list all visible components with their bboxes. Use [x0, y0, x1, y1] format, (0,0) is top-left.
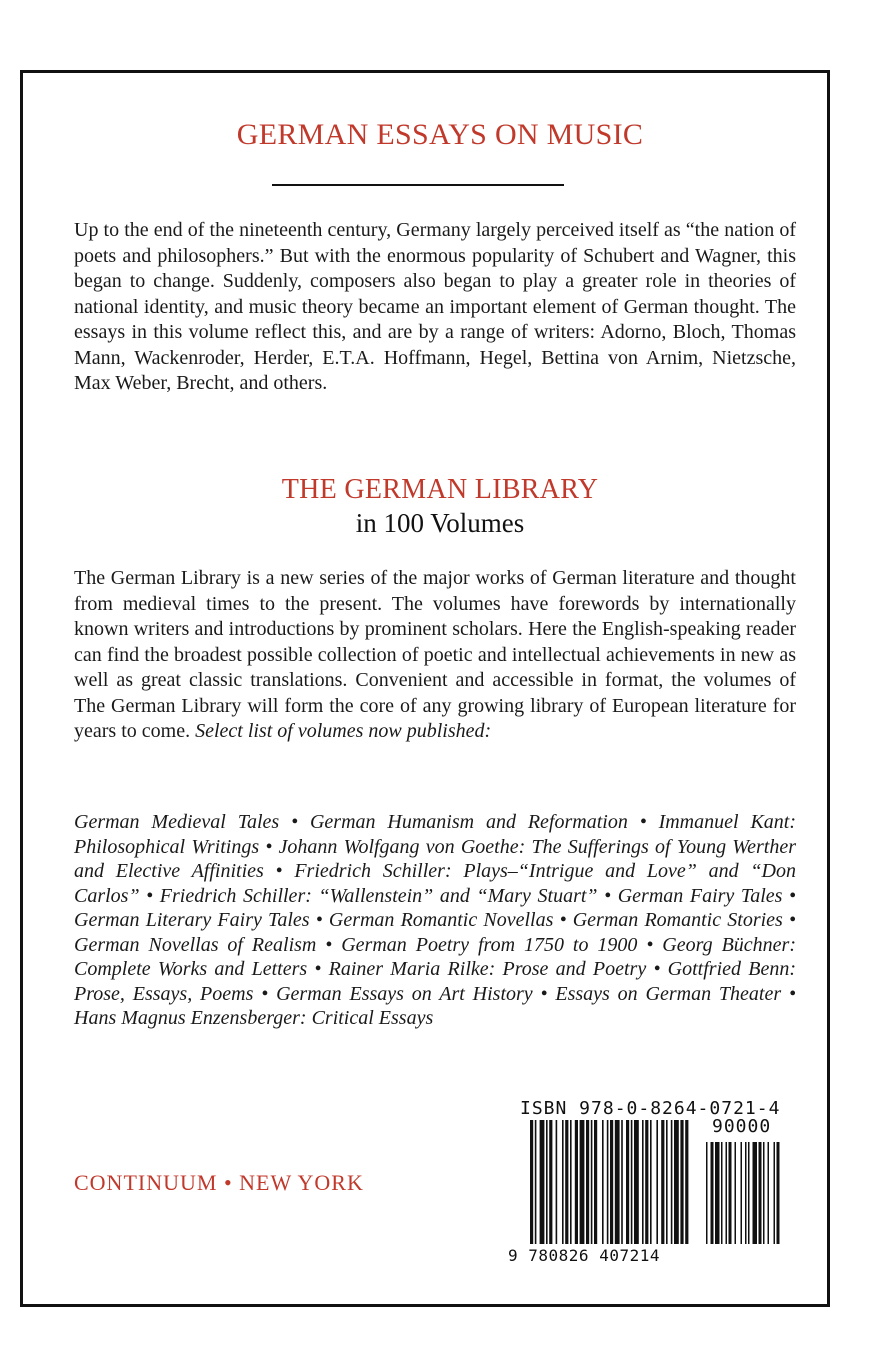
addon-bar [711, 1142, 714, 1244]
barcode-bar [650, 1120, 652, 1244]
addon-bar [721, 1142, 723, 1244]
barcode-bar [602, 1120, 604, 1244]
addon-bar [729, 1142, 732, 1244]
barcode-bar [645, 1120, 648, 1244]
barcode-bar [656, 1120, 658, 1244]
addon-bar [774, 1142, 776, 1244]
barcode-bar [575, 1120, 578, 1244]
barcode-bar [631, 1120, 633, 1244]
barcode-bar [556, 1120, 558, 1244]
book-description: Up to the end of the nineteenth century, Germany largely perceived itself as “the nation of poets and philosophers.” But with the enormous popularity of Schubert and Wagner, this began to change. Suddenly, composers also began to play a greater role in theories of national identity, and music theory became an important element of German thought. The essays in this volume reflect this, and are by a range of writers: Adorno, Bloch, Thomas Mann, Wackenroder, Herder, E.T.A. Hoffmann, Hegel, Bettina von Arnim, Nietzsche, Max Weber, Brecht, and others. [74, 219, 796, 394]
barcode-bar [674, 1120, 679, 1244]
barcode-bar [621, 1120, 623, 1244]
barcode-bar [540, 1120, 545, 1244]
barcode-bar [671, 1120, 673, 1244]
series-description-text: The German Library is a new series of the major works of German literature and thought from medieval times to the present. The volumes have forewords by internationally known writers and introductions by prominent scholars. Here the English-speaking reader can find the broadest possible collection of poetic and intellectual achievements in new as well as great classic translations. Convenient and accessible in format, the volumes of The German Library will form the core of any growing library of European literature for years to come. [74, 567, 796, 742]
barcode-bar [594, 1120, 597, 1244]
price-addon-label: 90000 [712, 1116, 772, 1137]
ean-digits: 9 780826 407214 [508, 1246, 660, 1265]
barcode-icon [508, 1120, 800, 1246]
series-description [74, 566, 796, 745]
addon-bar [741, 1142, 743, 1244]
isbn-label: ISBN 978-0-8264-0721-4 [520, 1098, 781, 1119]
barcode-bar [634, 1120, 639, 1244]
barcode-bar [549, 1120, 552, 1244]
addon-bar [763, 1142, 765, 1244]
title-divider [272, 184, 564, 186]
barcode-bar [591, 1120, 593, 1244]
addon-bar [748, 1142, 750, 1244]
barcode-bar [570, 1120, 572, 1244]
book-title: GERMAN ESSAYS ON MUSIC [236, 118, 644, 151]
addon-bar [753, 1142, 758, 1244]
barcode-bar [661, 1120, 664, 1244]
barcode-bar [565, 1120, 568, 1244]
series-title: THE GERMAN LIBRARY [281, 474, 599, 505]
barcode-bar [666, 1120, 668, 1244]
barcode-block [508, 1098, 800, 1270]
addon-bar [726, 1142, 728, 1244]
barcode-bar [586, 1120, 589, 1244]
series-subtitle: in 100 Volumes [355, 508, 525, 538]
barcode-bar [546, 1120, 548, 1244]
barcode-bar [562, 1120, 564, 1244]
addon-bar [777, 1142, 780, 1244]
barcode-bar [626, 1120, 629, 1244]
barcode-bar [530, 1120, 533, 1244]
addon-bar [745, 1142, 747, 1244]
addon-bar [768, 1142, 770, 1244]
addon-bar [706, 1142, 708, 1244]
volumes-list: German Medieval Tales • German Humanism and Reformation • Immanuel Kant: Philosophical Writings • Johann Wolfgang von Goethe: The Sufferings of Young Werther and Elective Affinities • Friedrich Schiller: Plays–“Intrigue and Love” and “Don Carlos” • Friedrich Schiller: “Wallenstein” and “Mary Stuart” • German Fairy Tales • German Literary Fairy Tales • German Romantic Novellas • German Romantic Stories • German Novellas of Realism • German Poetry from 1750 to 1900 • Georg Büchner: Complete Works and Letters • Rainer Maria Rilke: Prose and Poetry • Gottfried Benn: Prose, Essays, Poems • German Essays on Art History • Essays on German Theater • Hans Magnus Enzensberger: Critical Essays [74, 811, 796, 1029]
barcode-bar [580, 1120, 585, 1244]
barcode-bar [642, 1120, 644, 1244]
addon-bar [759, 1142, 762, 1244]
select-list-label: Select list of volumes now published: [195, 720, 492, 742]
barcode-bar [607, 1120, 609, 1244]
publisher-imprint: CONTINUUM • NEW YORK [74, 1170, 364, 1195]
barcode-bar [685, 1120, 688, 1244]
addon-bar [715, 1142, 720, 1244]
barcode-bar [680, 1120, 683, 1244]
barcode-bar [615, 1120, 620, 1244]
addon-bar [735, 1142, 737, 1244]
barcode-bar [535, 1120, 537, 1244]
barcode-bar [610, 1120, 613, 1244]
